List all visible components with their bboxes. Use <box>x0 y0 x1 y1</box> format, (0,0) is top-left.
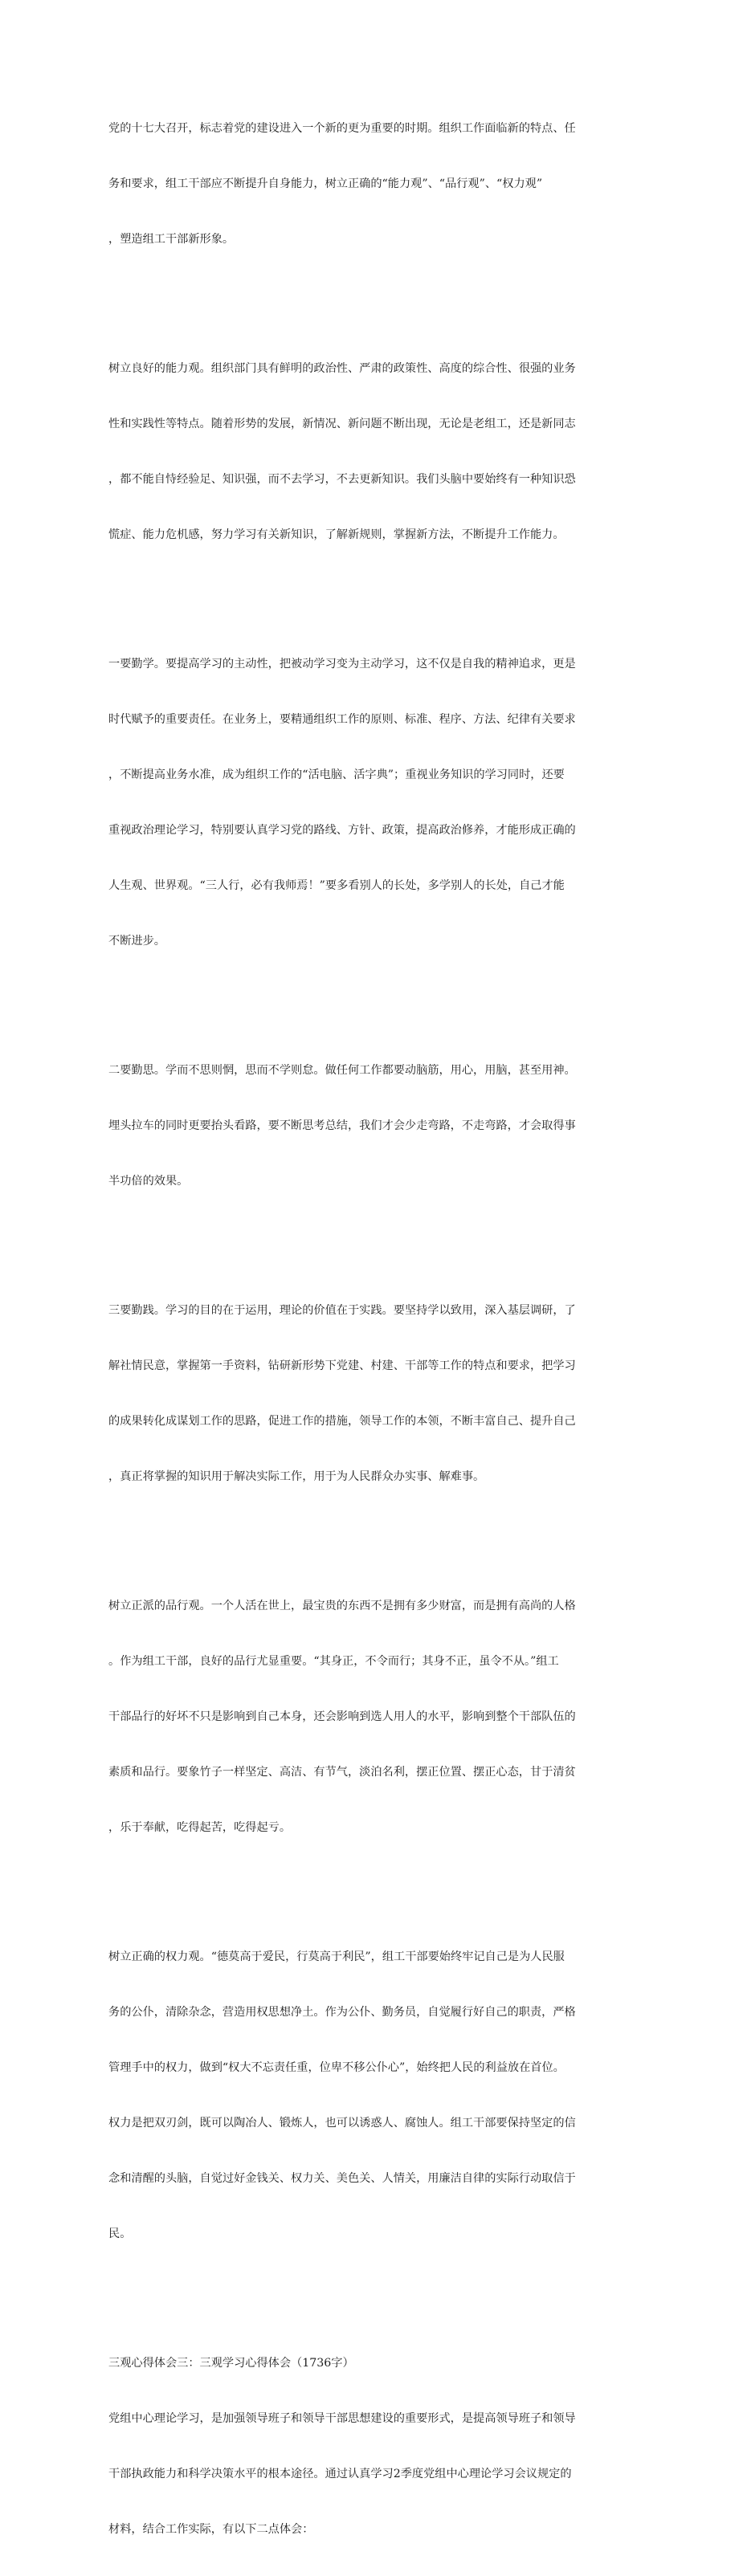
paragraph-diligent-thinking <box>108 1025 631 1228</box>
text-line: 民。 <box>108 2228 132 2240</box>
text-line: 党组中心理论学习，是加强领导班子和领导干部思想建设的重要形式，是提高领导班子和领导 <box>108 2412 576 2425</box>
text-line: ，塑造组工干部新形象。 <box>108 233 235 246</box>
text-line: 埋头拉车的同时更要抬头看路，要不断思考总结，我们才会少走弯路，不走弯路，才会取得事 <box>108 1119 576 1132</box>
text-line: 干部品行的好坏不只是影响到自己本身，还会影响到选人用人的水平，影响到整个干部队伍的 <box>108 1710 576 1723</box>
text-line: 党的十七大召开，标志着党的建设进入一个新的更为重要的时期。组织工作面临新的特点、任 <box>108 122 576 135</box>
text-line: 慌症、能力危机感，努力学习有关新知识，了解新规则，掌握新方法，不断提升工作能力。 <box>108 528 565 541</box>
paragraph-gap <box>108 1228 631 1265</box>
paragraph-conduct-view <box>108 1560 631 1874</box>
text-line: 一要勤学。要提高学习的主动性，把被动学习变为主动学习，这不仅是自我的精神追求，更是 <box>108 658 576 670</box>
text-line: ，都不能自恃经验足、知识强，而不去学习，不去更新知识。我们头脑中要始终有一种知识恐 <box>108 473 576 486</box>
text-line: 管理手中的权力，做到“权大不忘责任重，位卑不移公仆心”，始终把人民的利益放在首位。 <box>108 2061 565 2074</box>
text-line: 二要勤思。学而不思则惘，思而不学则怠。做任何工作都要动脑筋，用心，用脑，甚至用神。 <box>108 1064 576 1077</box>
paragraph-power-view <box>108 1911 631 2280</box>
text-line: 时代赋予的重要责任。在业务上，要精通组织工作的原则、标准、程序、方法、纪律有关要求 <box>108 713 576 726</box>
text-line: 性和实践性等特点。随着形势的发展，新情况、新问题不断出现，无论是老组工，还是新同志 <box>108 418 576 430</box>
document-body <box>108 83 631 2576</box>
paragraph-gap <box>108 2280 631 2317</box>
paragraph-diligent-study <box>108 618 631 988</box>
paragraph-ability-view <box>108 323 631 581</box>
text-line: 权力是把双刃剑，既可以陶冶人、锻炼人，也可以诱惑人、腐蚀人。组工干部要保持坚定的信 <box>108 2117 576 2130</box>
text-line: 务和要求，组工干部应不断提升自身能力，树立正确的“能力观”、“品行观”、“权力观” <box>108 177 543 190</box>
text-line: 人生观、世界观。“三人行，必有我师焉！”要多看别人的长处，多学别人的长处，自己才能 <box>108 879 565 892</box>
text-line: 半功倍的效果。 <box>108 1175 189 1188</box>
text-line: 解社情民意，掌握第一手资料，钻研新形势下党建、村建、干部等工作的特点和要求，把学习 <box>108 1359 576 1372</box>
text-line: ，真正将掌握的知识用于解决实际工作，用于为人民群众办实事、解难事。 <box>108 1470 485 1483</box>
text-line: ，乐于奉献，吃得起苦，吃得起亏。 <box>108 1821 292 1834</box>
text-line: ，不断提高业务水准，成为组织工作的“活电脑、活字典”；重视业务知识的学习同时，还要 <box>108 768 565 781</box>
text-line: 素质和品行。要象竹子一样坚定、高洁、有节气，淡泊名利，摆正位置、摆正心态，甘于清贫 <box>108 1766 576 1779</box>
text-line: 重视政治理论学习，特别要认真学习党的路线、方针、政策，提高政治修养，才能形成正确的 <box>108 824 576 837</box>
paragraph-study-reflection <box>108 2317 631 2576</box>
paragraph-gap <box>108 286 631 323</box>
text-line: 树立良好的能力观。组织部门具有鲜明的政治性、严肃的政策性、高度的综合性、很强的业务 <box>108 362 576 375</box>
paragraph-intro <box>108 83 631 286</box>
text-line: 的成果转化成谋划工作的思路，促进工作的措施，领导工作的本领，不断丰富自己、提升自己 <box>108 1415 576 1428</box>
text-line: 务的公仆，清除杂念，营造用权思想净土。作为公仆、勤务员，自觉履行好自己的职责，严格 <box>108 2006 576 2019</box>
text-line: 树立正确的权力观。“德莫高于爱民，行莫高于利民”，组工干部要始终牢记自己是为人民服 <box>108 1950 565 1963</box>
text-line: 不断进步。 <box>108 935 165 948</box>
text-line: 树立正派的品行观。一个人活在世上，最宝贵的东西不是拥有多少财富，而是拥有高尚的人格 <box>108 1600 576 1612</box>
section-heading: 三观心得体会三：三观学习心得体会（1736字） <box>108 2357 354 2370</box>
text-line: 。作为组工干部，良好的品行尤显重要。“其身正，不令而行；其身不正，虽令不从。”组工 <box>108 1655 559 1668</box>
paragraph-gap <box>108 988 631 1025</box>
paragraph-diligent-practice <box>108 1265 631 1523</box>
paragraph-gap <box>108 1874 631 1911</box>
text-line: 念和清醒的头脑，自觉过好金钱关、权力关、美色关、人情关，用廉洁自律的实际行动取信于 <box>108 2172 576 2185</box>
paragraph-gap <box>108 1523 631 1560</box>
text-line: 三要勤践。学习的目的在于运用，理论的价值在于实践。要坚持学以致用，深入基层调研，了 <box>108 1304 576 1317</box>
paragraph-gap <box>108 581 631 618</box>
text-line: 干部执政能力和科学决策水平的根本途径。通过认真学习2季度党组中心理论学习会议规定的 <box>108 2468 572 2480</box>
text-line: 材料，结合工作实际，有以下二点体会： <box>108 2523 314 2536</box>
